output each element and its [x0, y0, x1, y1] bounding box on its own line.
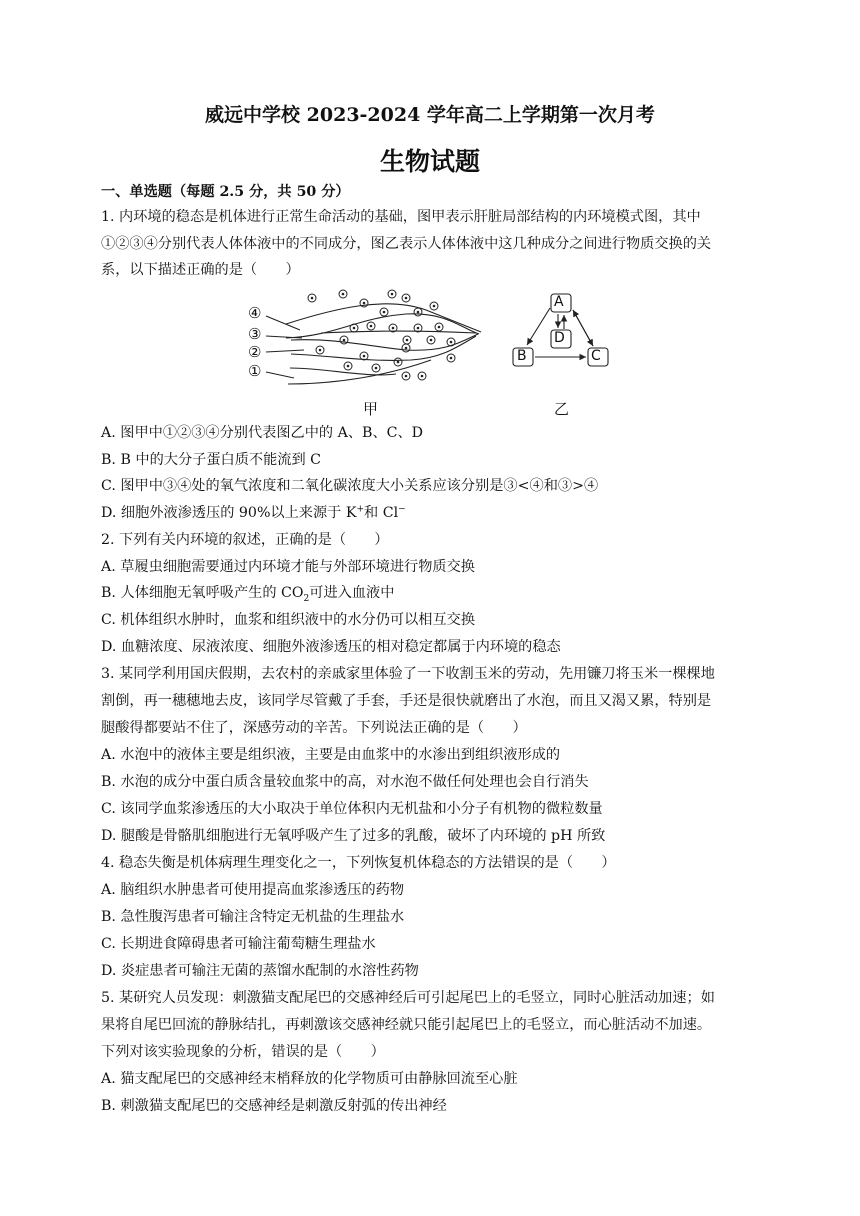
fig-label-4: ④	[248, 304, 262, 322]
q5-stem-line2: 果将自尾巴回流的静脉结扎，再刺激该交感神经就只能引起尾巴上的毛竖立，而心脏活动不加速。	[101, 1017, 712, 1033]
q1-stem-line2: ①②③④分别代表人体体液中的不同成分，图乙表示人体体液中这几种成分之间进行物质交换的关	[101, 236, 712, 252]
q1-option-b: B. B 中的大分子蛋白质不能流到 C	[101, 452, 321, 468]
q2-b-sub: 2	[303, 593, 310, 604]
q3-stem-line3: 腿酸得都要站不住了，深感劳动的辛苦。下列说法正确的是（ ）	[101, 720, 527, 736]
fig-label-2: ②	[248, 343, 262, 361]
node-d-label: D	[554, 330, 565, 346]
q4-option-c: C. 长期进食障碍患者可输注葡萄糖生理盐水	[101, 936, 376, 952]
node-c-label: C	[591, 348, 601, 364]
q2-stem: 2. 下列有关内环境的叙述，正确的是（ ）	[101, 532, 389, 548]
q2-b-post: 可进入血液中	[309, 585, 395, 601]
q5-stem-line3: 下列对该实验现象的分析，错误的是（ ）	[101, 1044, 385, 1060]
q1-figure	[246, 288, 626, 418]
q4-option-b: B. 急性腹泻患者可输注含特定无机盐的生理盐水	[101, 909, 405, 925]
q1-stem-line3: 系，以下描述正确的是（ ）	[101, 262, 300, 278]
q5-option-a: A. 猫支配尾巴的交感神经末梢释放的化学物质可由静脉回流至心脏	[101, 1071, 518, 1087]
q4-stem: 4. 稳态失衡是机体病理生理变化之一，下列恢复机体稳态的方法错误的是（ ）	[101, 855, 616, 871]
q4-option-d: D. 炎症患者可输注无菌的蒸馏水配制的水溶性药物	[101, 963, 419, 979]
q3-option-b: B. 水泡的成分中蛋白质含量较血浆中的高，对水泡不做任何处理也会自行消失	[101, 774, 589, 790]
q3-option-c: C. 该同学血浆渗透压的大小取决于单位体积内无机盐和小分子有机物的微粒数量	[101, 801, 603, 817]
q1-d-mid: 和 Cl	[364, 505, 399, 521]
section-heading: 一、单选题（每题 2.5 分，共 50 分）	[101, 184, 350, 200]
q1-d-pre: D. 细胞外液渗透压的 90%以上来源于 K	[101, 505, 357, 521]
diagram-jia	[266, 304, 481, 384]
q3-option-a: A. 水泡中的液体主要是组织液，主要是由血浆中的水渗出到组织液形成的	[101, 747, 561, 763]
q3-stem-line2: 割倒，再一穗穗地去皮，该同学尽管戴了手套，手还是很快就磨出了水泡，而且又渴又累，特别是	[101, 693, 712, 709]
q1-option-d	[101, 503, 761, 523]
q3-option-d: D. 腿酸是骨骼肌细胞进行无氧呼吸产生了过多的乳酸，破坏了内环境的 pH 所致	[101, 828, 606, 844]
q1-option-c: C. 图甲中③④处的氧气浓度和二氧化碳浓度大小关系应该分别是③<④和③>④	[101, 478, 599, 494]
subject-title: 生物试题	[379, 147, 480, 176]
q2-option-a: A. 草履虫细胞需要通过内环境才能与外部环境进行物质交换	[101, 559, 475, 575]
q2-option-b	[101, 583, 761, 603]
q1-option-a: A. 图甲中①②③④分别代表图乙中的 A、B、C、D	[101, 425, 424, 441]
fig-caption-jia: 甲	[363, 400, 379, 418]
node-a-label: A	[554, 294, 564, 310]
q2-option-c: C. 机体组织水肿时，血浆和组织液中的水分仍可以相互交换	[101, 612, 476, 628]
q2-b-pre: B. 人体细胞无氧呼吸产生的 CO	[101, 585, 304, 601]
q2-option-d: D. 血糖浓度、尿液浓度、细胞外液渗透压的相对稳定都属于内环境的稳态	[101, 639, 561, 655]
q4-option-a: A. 脑组织水肿患者可使用提高血浆渗透压的药物	[101, 882, 405, 898]
q5-stem-line1: 5. 某研究人员发现：刺激猫支配尾巴的交感神经后可引起尾巴上的毛竖立，同时心脏活动加速；如	[101, 990, 715, 1006]
exam-title: 威远中学校 2023-2024 学年高二上学期第一次月考	[205, 104, 655, 126]
fig-label-1: ①	[248, 362, 262, 380]
q1-d-sup1: +	[356, 504, 365, 515]
fig-label-3: ③	[248, 325, 262, 343]
diagram-jia-dots	[311, 293, 453, 378]
fig-caption-yi: 乙	[554, 400, 570, 418]
q1-d-sup2: −	[398, 504, 406, 515]
q5-option-b: B. 刺激猫支配尾巴的交感神经是刺激反射弧的传出神经	[101, 1098, 447, 1114]
node-b-label: B	[517, 348, 527, 364]
q1-stem-line1: 1. 内环境的稳态是机体进行正常生命活动的基础，图甲表示肝脏局部结构的内环境模式图，其中	[101, 209, 701, 225]
q3-stem-line1: 3. 某同学利用国庆假期，去农村的亲戚家里体验了一下收割玉米的劳动，先用镰刀将玉米一棵棵地	[101, 666, 715, 682]
